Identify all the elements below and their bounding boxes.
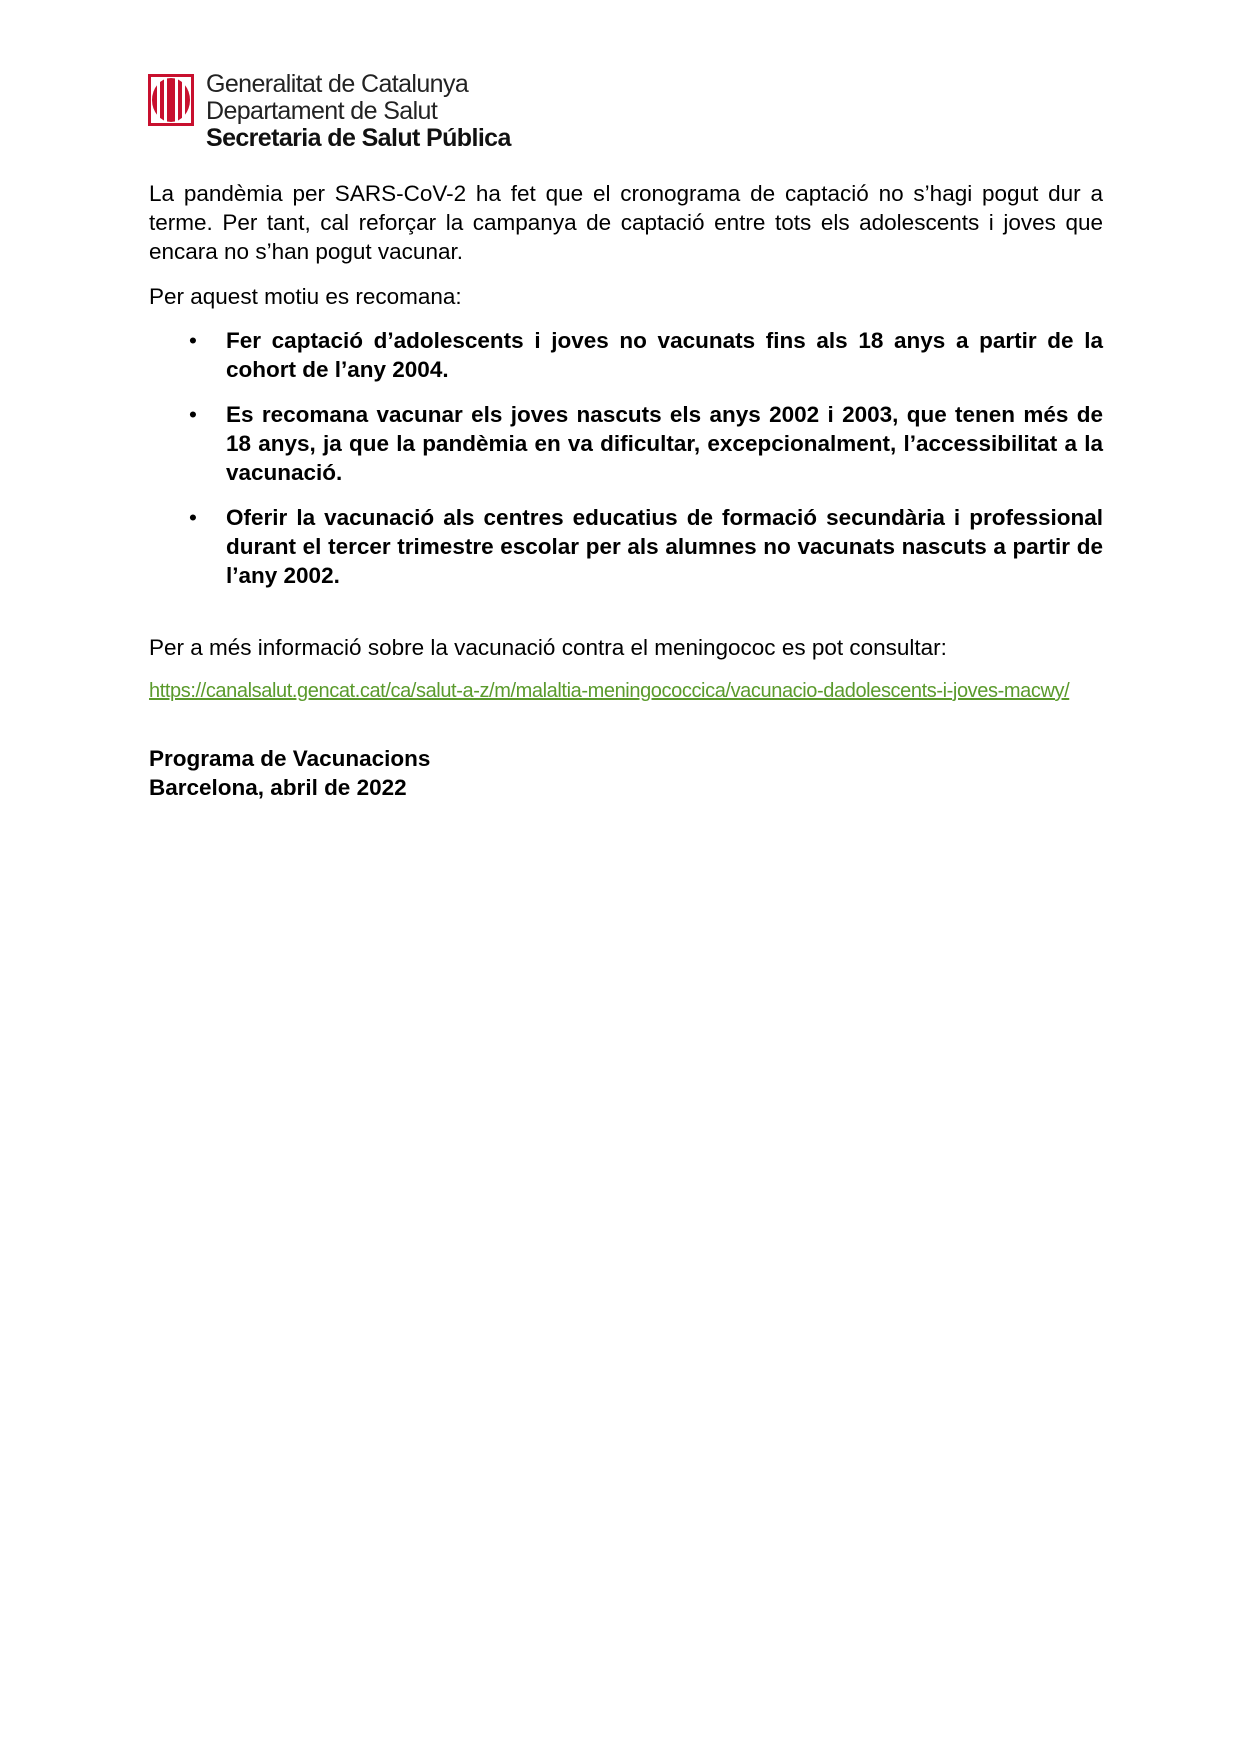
generalitat-seal-icon bbox=[148, 74, 194, 126]
list-item bbox=[149, 503, 1103, 590]
logo-text bbox=[206, 71, 511, 152]
signature-place-date: Barcelona, abril de 2022 bbox=[149, 775, 407, 800]
document-body bbox=[149, 179, 1103, 802]
canalsalut-link[interactable]: https://canalsalut.gencat.cat/ca/salut-a-z/m/malaltia-meningococcica/vacunacio-dadolescents-i-joves-macwy/ bbox=[149, 680, 1070, 702]
signature bbox=[149, 744, 1103, 802]
bullet-icon: • bbox=[189, 505, 197, 530]
bullet-icon: • bbox=[189, 328, 197, 353]
list-item-text: Es recomana vacunar els joves nascuts els anys 2002 i 2003, que tenen més de 18 anys, ja que la pandèmia en va dificultar, excepcionalment, l’accessibilitat a la vacunació. bbox=[226, 402, 1103, 485]
more-info-text: Per a més informació sobre la vacunació contra el meningococ es pot consultar: bbox=[149, 635, 947, 660]
list-item bbox=[149, 326, 1103, 384]
list-item-text: Fer captació d’adolescents i joves no vacunats fins als 18 anys a partir de la cohort de l’any 2004. bbox=[226, 328, 1103, 382]
signature-program: Programa de Vacunacions bbox=[149, 746, 431, 771]
recommendation-lead: Per aquest motiu es recomana: bbox=[149, 284, 462, 309]
bullet-icon: • bbox=[189, 402, 197, 427]
recommendation-list bbox=[149, 326, 1103, 590]
logo-line-departament: Departament de Salut bbox=[206, 97, 438, 125]
intro-paragraph: La pandèmia per SARS-CoV-2 ha fet que el cronograma de captació no s’hagi pogut dur a terme. Per tant, cal reforçar la campanya de captació entre tots els adolescents i joves que encara no s’han pogut vacunar. bbox=[149, 181, 1103, 264]
logo-line-generalitat: Generalitat de Catalunya bbox=[206, 70, 469, 98]
logo-line-secretaria: Secretaria de Salut Pública bbox=[206, 124, 511, 152]
list-item bbox=[149, 400, 1103, 487]
list-item-text: Oferir la vacunació als centres educatius de formació secundària i professional durant el tercer trimestre escolar per als alumnes no vacunats nascuts a partir de l’any 2002. bbox=[226, 505, 1103, 588]
header-logo bbox=[148, 70, 511, 152]
